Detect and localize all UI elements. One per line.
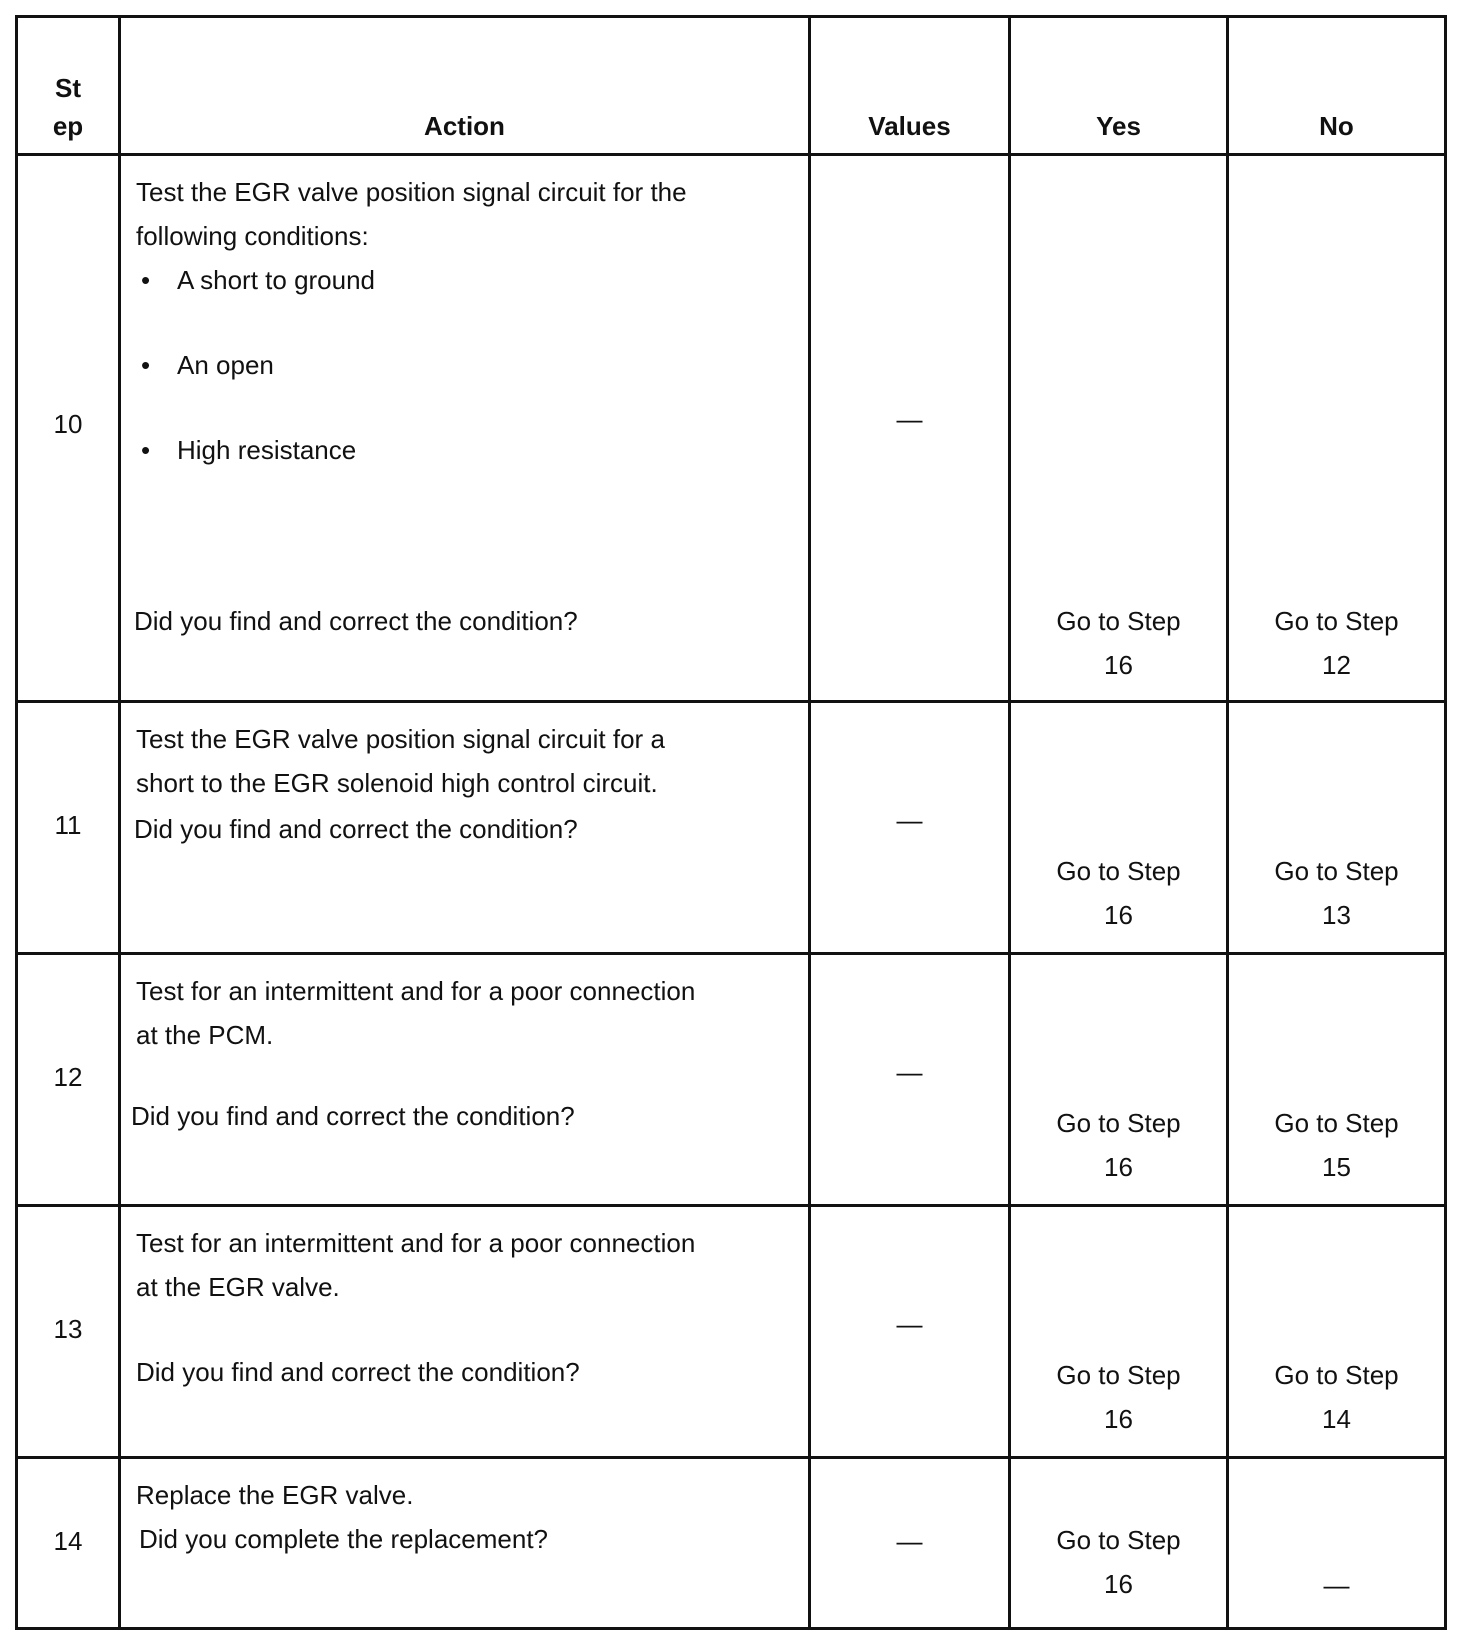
values-dash: — bbox=[896, 1309, 923, 1339]
table-row bbox=[18, 1459, 1447, 1630]
action-line: following conditions: bbox=[136, 221, 369, 251]
no-goto-label: Go to Step bbox=[1274, 1108, 1399, 1138]
table-row bbox=[18, 1207, 1447, 1459]
action-question: Did you find and correct the condition? bbox=[134, 814, 578, 844]
action-question: Did you find and correct the condition? bbox=[131, 1101, 575, 1131]
values-dash: — bbox=[896, 1526, 923, 1556]
yes-cell bbox=[1011, 1207, 1229, 1456]
step-number: 12 bbox=[53, 1062, 83, 1092]
bullet-dot: • bbox=[141, 435, 151, 465]
action-cell bbox=[121, 955, 811, 1204]
no-cell bbox=[1229, 156, 1447, 700]
header-yes: Yes bbox=[1096, 111, 1141, 141]
header-values: Values bbox=[868, 111, 951, 141]
yes-goto-step: 16 bbox=[1104, 1404, 1133, 1434]
yes-goto-label: Go to Step bbox=[1056, 1360, 1181, 1390]
no-goto-label: Go to Step bbox=[1274, 856, 1399, 886]
action-line: short to the EGR solenoid high control circuit. bbox=[136, 768, 658, 798]
yes-cell bbox=[1011, 1459, 1229, 1627]
values-cell bbox=[811, 156, 1011, 700]
yes-goto-step: 16 bbox=[1104, 1569, 1133, 1599]
header-values-cell bbox=[811, 18, 1011, 153]
action-question: Did you find and correct the condition? bbox=[136, 1357, 580, 1387]
no-goto-label: Go to Step bbox=[1274, 1360, 1399, 1390]
action-cell bbox=[121, 1459, 811, 1627]
no-cell bbox=[1229, 1459, 1447, 1627]
action-line: Test the EGR valve position signal circuit for a bbox=[136, 724, 665, 754]
yes-goto-step: 16 bbox=[1104, 650, 1133, 680]
table-row bbox=[18, 703, 1447, 955]
table-row bbox=[18, 156, 1447, 703]
yes-cell bbox=[1011, 703, 1229, 952]
action-cell bbox=[121, 1207, 811, 1456]
values-cell bbox=[811, 1459, 1011, 1627]
action-line: at the PCM. bbox=[136, 1020, 274, 1050]
no-goto-step: 12 bbox=[1322, 650, 1351, 680]
header-action: Action bbox=[424, 111, 505, 141]
yes-cell bbox=[1011, 955, 1229, 1204]
no-cell bbox=[1229, 703, 1447, 952]
action-question: Did you complete the replacement? bbox=[139, 1524, 549, 1554]
step-cell bbox=[18, 955, 121, 1204]
action-line: Replace the EGR valve. bbox=[136, 1480, 414, 1510]
values-dash: — bbox=[896, 805, 923, 835]
yes-goto-step: 16 bbox=[1104, 1152, 1133, 1182]
bullet-dot: • bbox=[141, 265, 151, 295]
step-number: 10 bbox=[53, 409, 83, 439]
yes-goto-label: Go to Step bbox=[1056, 606, 1181, 636]
yes-goto-label: Go to Step bbox=[1056, 1525, 1181, 1555]
values-dash: — bbox=[896, 404, 923, 434]
header-no-cell bbox=[1229, 18, 1447, 153]
no-goto-step: 14 bbox=[1322, 1404, 1351, 1434]
yes-goto-step: 16 bbox=[1104, 900, 1133, 930]
yes-cell bbox=[1011, 156, 1229, 700]
header-no: No bbox=[1319, 111, 1354, 141]
action-line: at the EGR valve. bbox=[136, 1272, 340, 1302]
step-cell bbox=[18, 1459, 121, 1627]
step-number: 14 bbox=[53, 1526, 83, 1556]
action-cell bbox=[121, 703, 811, 952]
action-question: Did you find and correct the condition? bbox=[134, 606, 578, 636]
values-cell bbox=[811, 1207, 1011, 1456]
diagnostic-table bbox=[15, 15, 1447, 1630]
yes-goto-label: Go to Step bbox=[1056, 856, 1181, 886]
no-goto-step: 13 bbox=[1322, 900, 1351, 930]
action-line: Test for an intermittent and for a poor connection bbox=[136, 976, 696, 1006]
header-step-line1: St bbox=[55, 73, 81, 103]
step-number: 13 bbox=[53, 1314, 83, 1344]
bullet-item: A short to ground bbox=[177, 265, 376, 295]
header-row bbox=[18, 18, 1447, 156]
step-cell bbox=[18, 1207, 121, 1456]
step-cell bbox=[18, 703, 121, 952]
no-dash: — bbox=[1323, 1570, 1350, 1600]
no-goto-label: Go to Step bbox=[1274, 606, 1399, 636]
header-action-cell bbox=[121, 18, 811, 153]
values-cell bbox=[811, 703, 1011, 952]
values-dash: — bbox=[896, 1057, 923, 1087]
no-goto-step: 15 bbox=[1322, 1152, 1351, 1182]
action-cell bbox=[121, 156, 811, 700]
bullet-item: High resistance bbox=[177, 435, 357, 465]
no-cell bbox=[1229, 955, 1447, 1204]
table-row bbox=[18, 955, 1447, 1207]
values-cell bbox=[811, 955, 1011, 1204]
header-step-line2: ep bbox=[52, 111, 84, 141]
step-cell bbox=[18, 156, 121, 700]
step-number: 11 bbox=[54, 810, 82, 840]
action-line: Test the EGR valve position signal circuit for the bbox=[136, 177, 687, 207]
header-yes-cell bbox=[1011, 18, 1229, 153]
no-cell bbox=[1229, 1207, 1447, 1456]
yes-goto-label: Go to Step bbox=[1056, 1108, 1181, 1138]
header-step-cell bbox=[18, 18, 121, 153]
bullet-item: An open bbox=[177, 350, 274, 380]
bullet-dot: • bbox=[141, 350, 151, 380]
action-line: Test for an intermittent and for a poor connection bbox=[136, 1228, 696, 1258]
